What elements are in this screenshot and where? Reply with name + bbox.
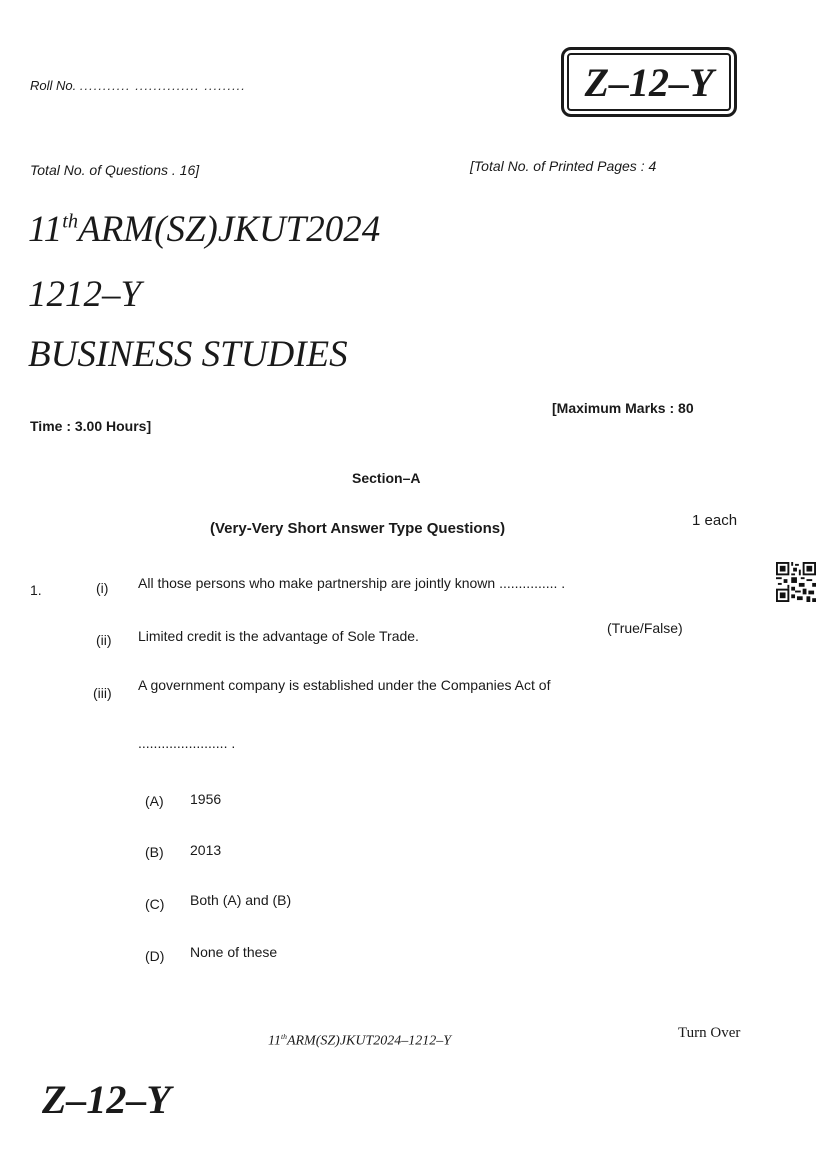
footer-code-suffix: ARM(SZ)JKUT2024–1212–Y bbox=[286, 1033, 452, 1049]
part-label: (i) bbox=[96, 580, 109, 596]
option-label: (B) bbox=[145, 844, 164, 860]
roll-no-blank: ........... .............. ......... bbox=[79, 78, 246, 93]
true-false-tag: (True/False) bbox=[607, 620, 683, 636]
turn-over-note: Turn Over bbox=[678, 1025, 741, 1041]
section-heading: Section–A bbox=[352, 470, 421, 486]
footer-paper-code bbox=[268, 1032, 451, 1050]
part-label: (iii) bbox=[93, 685, 112, 701]
paper-code-title: 1212–Y bbox=[28, 274, 142, 315]
part-label: (ii) bbox=[96, 632, 112, 648]
roll-no-label: Roll No. bbox=[30, 78, 77, 93]
option-text: 1956 bbox=[190, 791, 222, 807]
part-text: All those persons who make partnership are jointly known ............... . bbox=[138, 575, 566, 591]
option-text: 2013 bbox=[190, 842, 222, 858]
option-label: (A) bbox=[145, 793, 164, 809]
footer-code-sup: th bbox=[280, 1032, 287, 1041]
bottom-paper-code: Z–12–Y bbox=[42, 1077, 171, 1122]
qr-code-icon bbox=[776, 562, 816, 602]
roll-no bbox=[30, 78, 246, 93]
exam-title-suffix: ARM(SZ)JKUT2024 bbox=[78, 209, 381, 250]
question-type-heading: (Very-Very Short Answer Type Questions) bbox=[210, 520, 506, 537]
total-questions: Total No. of Questions . 16] bbox=[30, 162, 200, 178]
total-pages: [Total No. of Printed Pages : 4 bbox=[470, 158, 657, 174]
paper-code-box-text: Z–12–Y bbox=[584, 59, 714, 105]
marks-each: 1 each bbox=[692, 512, 738, 529]
option-text: None of these bbox=[190, 944, 278, 960]
option-text: Both (A) and (B) bbox=[190, 892, 292, 908]
option-label: (C) bbox=[145, 896, 165, 912]
exam-title bbox=[28, 208, 380, 251]
question-number: 1. bbox=[30, 582, 42, 598]
subject-title: BUSINESS STUDIES bbox=[28, 334, 348, 375]
option-label: (D) bbox=[145, 948, 165, 964]
answer-blank: ....................... . bbox=[138, 735, 236, 751]
exam-title-sup: th bbox=[62, 210, 79, 233]
footer-code-prefix: 11 bbox=[268, 1033, 281, 1049]
part-text: A government company is established under the Companies Act of bbox=[138, 677, 551, 693]
maximum-marks: [Maximum Marks : 80 bbox=[552, 400, 694, 416]
part-text: Limited credit is the advantage of Sole Trade. bbox=[138, 628, 419, 644]
paper-code-box bbox=[561, 47, 737, 117]
time-allowed: Time : 3.00 Hours] bbox=[30, 418, 152, 434]
exam-title-prefix: 11 bbox=[28, 209, 63, 250]
